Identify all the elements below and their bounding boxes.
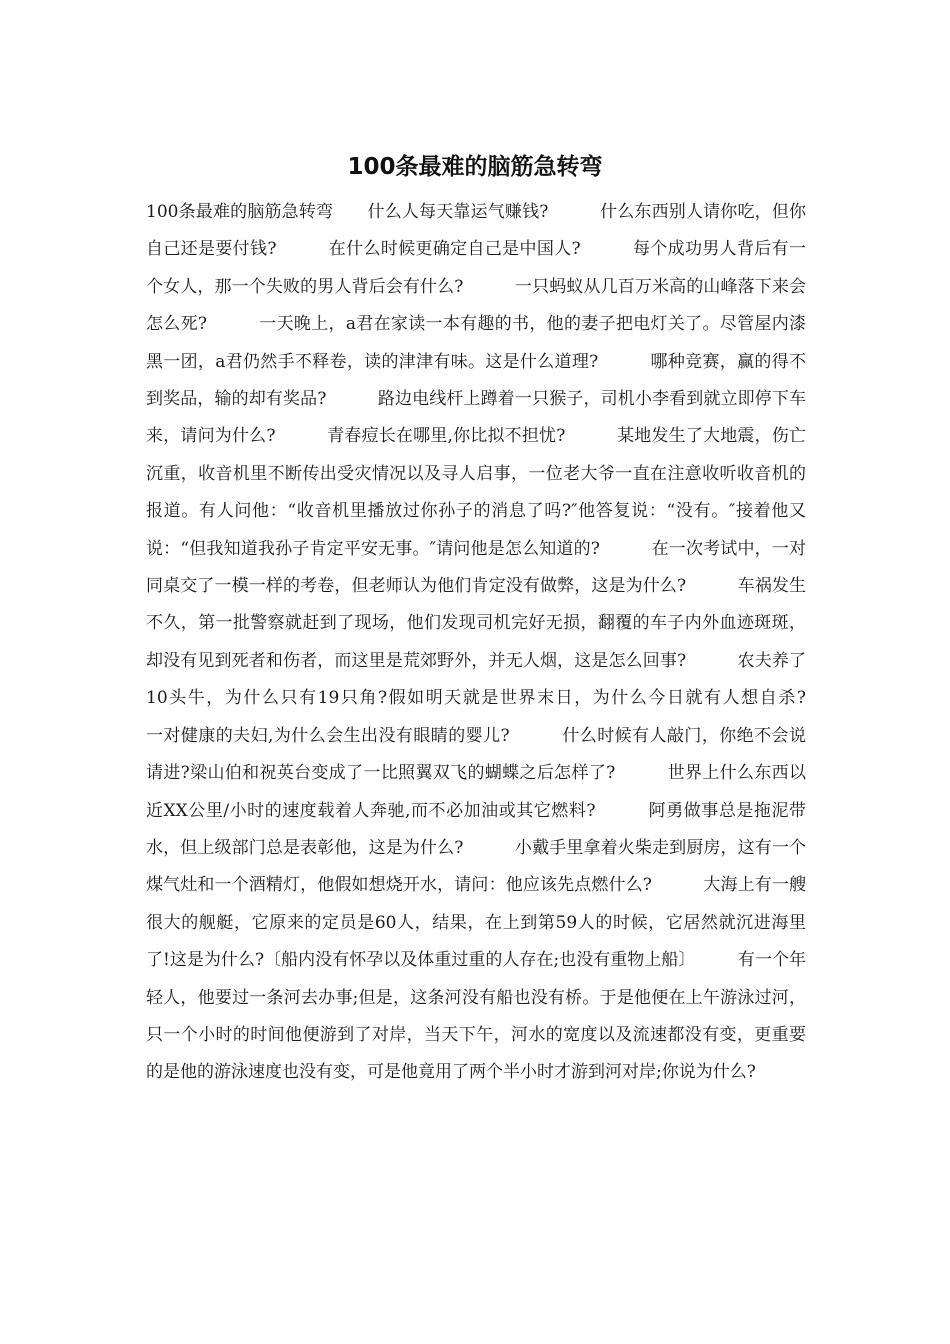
document-title: 100条最难的脑筋急转弯 [347,154,603,180]
document-body-text: 100条最难的脑筋急转弯 什么人每天靠运气赚钱? 什么东西别人请你吃，但你自己还是要付钱? 在什么时候更确定自己是中国人? 每个成功男人背后有一个女人，那一个失败的男人背后会有什么? 一只蚂蚁从几百万米高的山峰落下来会怎么死? 一天晚上，a君在家读一本有趣的书，他的妻子把电灯关了。尽管屋内漆黑一团，a君仍然手不释卷，读的津津有味。这是什么道理? 哪种竞赛，赢的得不到奖品，输的却有奖品? 路边电线杆上蹲着一只猴子，司机小李看到就立即停下车来，请问为什么? 青春痘长在哪里,你比拟不担忧? 某地发生了大地震，伤亡沉重，收音机里不断传出受灾情况以及寻人启事，一位老大爷一直在注意收听收音机的报道。有人问他：“收音机里播放过你孙子的消息了吗?″他答复说：“没有。″接着他又说：“但我知道我孙子肯定平安无事。″请问他是怎么知道的? 在一次考试中，一对同桌交了一模一样的考卷，但老师认为他们肯定没有做弊，这是为什么? 车祸发生不久，第一批警察就赶到了现场，他们发现司机完好无损，翻覆的车子内外血迹斑斑，却没有见到死者和伤者，而这里是荒郊野外，并无人烟，这是怎么回事? 农夫养了10头牛，为什么只有19只角?假如明天就是世界末日，为什么今日就有人想自杀? 一对健康的夫妇,为什么会生出没有眼睛的婴儿? 什么时候有人敲门，你绝不会说请进?梁山伯和祝英台变成了一比照翼双飞的蝴蝶之后怎样了? 世界上什么东西以近XX公里/小时的速度载着人奔驰,而不必加油或其它燃料? 阿勇做事总是拖泥带水，但上级部门总是表彰他，这是为什么? 小戴手里拿着火柴走到厨房，这有一个煤气灶和一个酒精灯，他假如想烧开水，请问：他应该先点燃什么? 大海上有一艘很大的舰艇，它原来的定员是60人，结果，在上到第59人的时候，它居然就沉进海里了!这是为什么?〔船内没有怀孕以及体重过重的人存在;也没有重物上船〕 有一个年轻人，他要过一条河去办事;但是，这条河没有船也没有桥。于是他便在上午游泳过河，只一个小时的时间他便游到了对岸，当天下午，河水的宽度以及流速都没有变，更重要的是他的游泳速度也没有变，可是他竟用了两个半小时才游到河对岸;你说为什么? [146,202,857,1083]
